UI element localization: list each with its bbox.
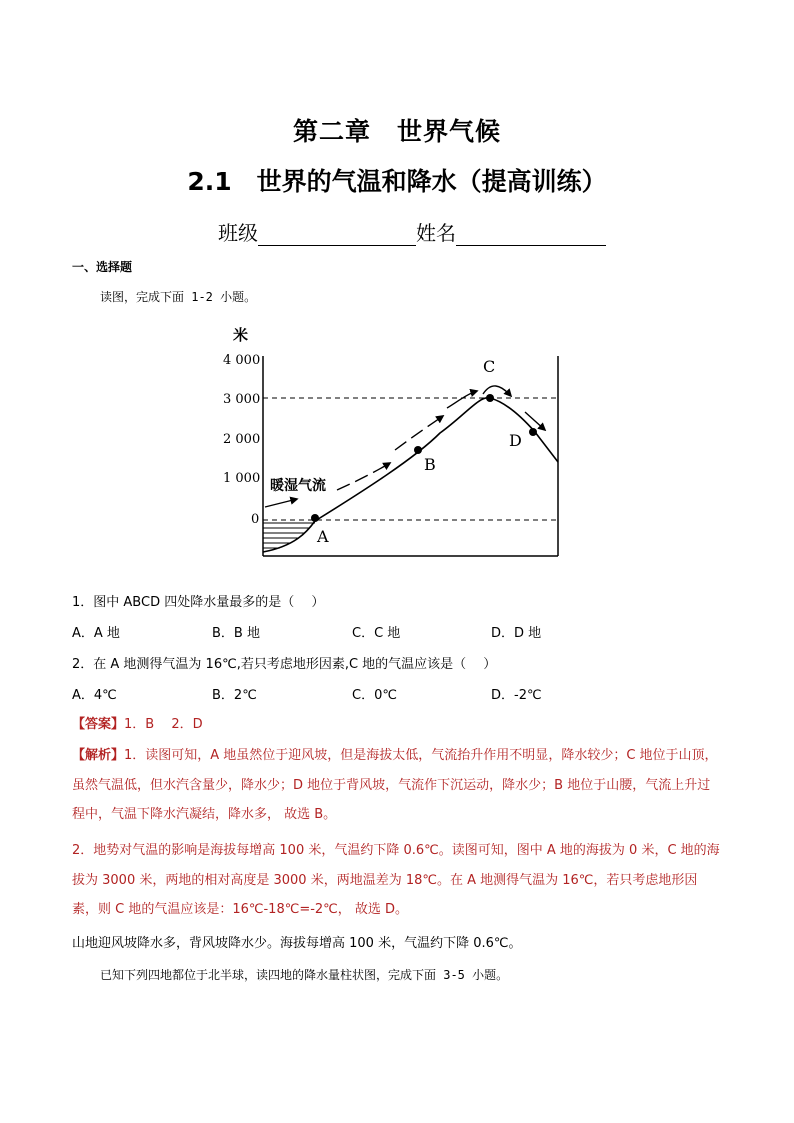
airflow-label: 暖湿气流 [270, 478, 326, 494]
y-tick-label: 2 000 [223, 432, 261, 447]
option-d: D．-2℃ [491, 688, 542, 703]
airflow-arrow [265, 499, 297, 507]
y-tick-label: 4 000 [223, 353, 261, 368]
analysis-part-2: 2．地势对气温的影响是海拔每增高 100 米，气温约下降 0.6℃。读图可知，图中 A 地的海拔为 0 米，C 地的海拔为 3000 米，两地的相对高度是 3000 米，两地温差为 18℃。在 A 地测得气温为 16℃，若只考虑地形因素，则 C 地的气温应该是：16℃-18℃=-2℃， 故选 D。 [72, 843, 720, 917]
section-heading: 一、选择题 [72, 260, 133, 274]
point-b-marker [414, 446, 422, 454]
analysis-text-1: 1．读图可知，A 地虽然位于迎风坡，但是海拔太低，气流抬升作用不明显，降水较少；C 地位于山顶，虽然气温低，但水汽含量少，降水少；D 地位于背风坡，气流作下沉运动，降水少；B 地位于山腰，气流上升过程中，气温下降水汽凝结，降水多， 故选 B。 [72, 748, 718, 822]
question-1-stem: 1．图中 ABCD 四处降水量最多的是（ ） [72, 595, 325, 610]
y-tick-label: 1 000 [223, 471, 261, 486]
name-label: 姓名 [416, 221, 456, 245]
answer-block [72, 710, 722, 740]
airflow-arrow [483, 386, 511, 396]
airflow-arrow [395, 416, 443, 450]
airflow-arrow [525, 412, 545, 430]
point-d-label: D [509, 431, 522, 450]
point-b-label: B [424, 455, 436, 474]
y-unit-label: 米 [233, 326, 249, 344]
point-d-marker [529, 428, 537, 436]
answer-text: 1．B 2．D [124, 717, 203, 732]
analysis-label: 【解析】 [72, 748, 125, 763]
class-label: 班级 [218, 221, 258, 245]
option-c: C．C 地 [352, 626, 401, 641]
intro-text-1: 读图，完成下面 1-2 小题。 [100, 290, 257, 304]
name-blank [456, 223, 606, 246]
point-c-marker [486, 394, 494, 402]
terrain-profile [263, 398, 558, 552]
class-name-line [218, 217, 606, 246]
analysis-summary: 山地迎风坡降水多，背风坡降水少。海拔每增高 100 米，气温约下降 0.6℃。 [72, 936, 522, 951]
y-tick-label: 0 [251, 512, 260, 527]
intro-text-2: 已知下列四地都位于北半球，读四地的降水量柱状图，完成下面 3-5 小题。 [100, 968, 509, 982]
point-a-marker [311, 514, 319, 522]
point-c-label: C [483, 357, 496, 376]
option-c: C．0℃ [352, 688, 397, 703]
option-a: A．4℃ [72, 688, 117, 703]
chapter-title: 第二章 世界气候 [292, 117, 501, 146]
terrain-figure [215, 320, 575, 565]
point-a-label: A [317, 527, 329, 546]
analysis-part-1 [72, 741, 722, 830]
option-b: B．B 地 [212, 626, 260, 641]
class-blank [258, 223, 416, 246]
section-title: 2.1 世界的气温和降水（提高训练） [187, 167, 607, 196]
option-b: B．2℃ [212, 688, 257, 703]
answer-label: 【答案】 [72, 717, 125, 732]
question-2-stem: 2．在 A 地测得气温为 16℃,若只考虑地形因素,C 地的气温应该是（ ） [72, 657, 497, 672]
option-d: D．D 地 [491, 626, 542, 641]
y-tick-label: 3 000 [223, 392, 261, 407]
airflow-arrow [337, 463, 390, 490]
option-a: A．A 地 [72, 626, 120, 641]
